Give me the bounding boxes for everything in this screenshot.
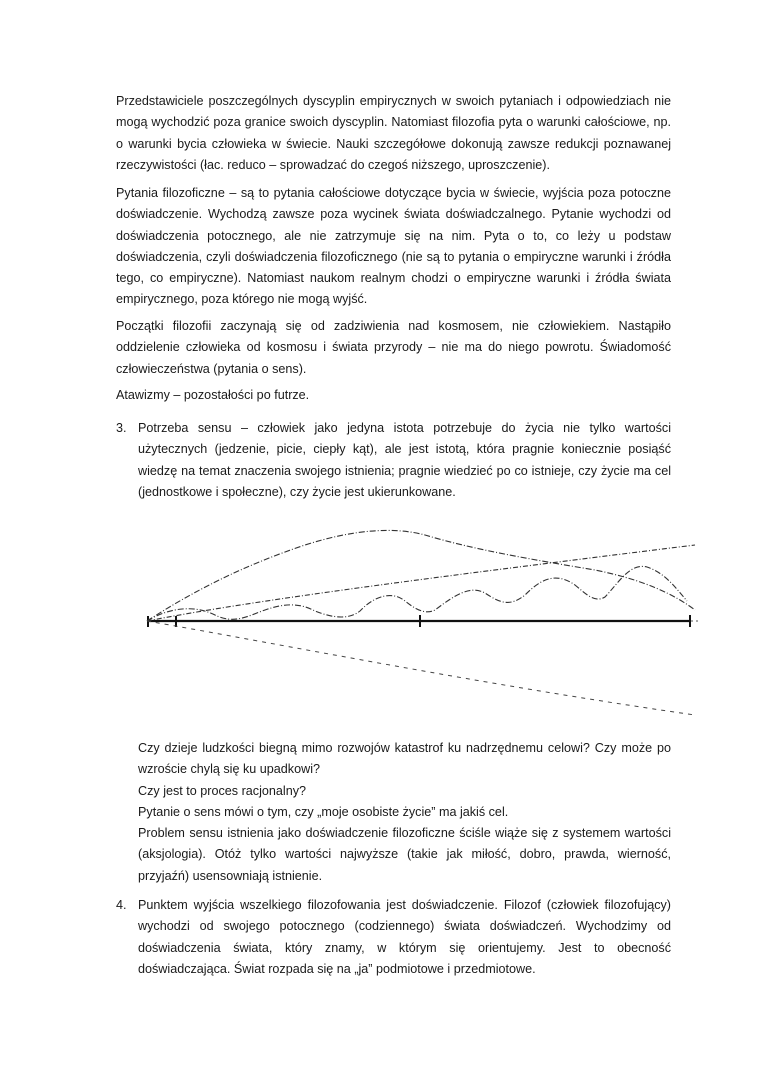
paragraph-meaning-and-values: Problem sensu istnienia jako doświadczenie filozoficzne ściśle wiąże się z systemem wartości (aksjologia). Otóż tylko wartości najwyższe (takie jak miłość, dobro, prawda, wierność, przyjaźń) usensowniają istnienie. — [138, 826, 671, 883]
paragraph-atavisms: Atawizmy – pozostałości po futrze. — [116, 388, 310, 402]
decline-line — [147, 621, 695, 715]
list-item-text: Punktem wyjścia wszelkiego filozofowania jest doświadczenie. Filozof (człowiek filozofujący) wychodzi od swojego potocznego (codziennego) świata doświadczeń. Wychodzimy od doświadczenia świata, który znamy, w którym się orientujemy. Jest to obecność doświadczająca. Świat rozpada się na „ja” podmiotowe i przedmiotowe. — [138, 898, 671, 976]
list-item-3 — [116, 418, 671, 503]
paragraph-empirical-disciplines: Przedstawiciele poszczególnych dyscyplin empirycznych w swoich pytaniach i odpowiedziach nie mogą wychodzić poza granice swoich dyscyplin. Natomiast filozofia pyta o warunki całościowe, np. o warunki bycia człowieka w świecie. Nauki szczegółowe dokonują zawsze redukcji poznawanej rzeczywistości (łac. reduco – sprowadzać do czegoś niższego, uproszczenie). — [116, 94, 671, 172]
wavy-progress-curve — [147, 566, 687, 621]
rise-and-fall-curve — [147, 530, 695, 621]
questions-block — [138, 738, 671, 887]
question-rational-process: Czy jest to proces racjonalny? — [138, 783, 306, 798]
linear-progress-line — [147, 545, 695, 621]
list-number: 4. — [116, 898, 127, 912]
paragraph-origins-of-philosophy: Początki filozofii zaczynają się od zadziwienia nad kosmosem, nie człowiekiem. Nastąpiło oddzielenie człowieka od kosmosu i świata przyrody – nie ma do niego powrotu. Świadomość człowieczeństwa (pytania o sens). — [116, 319, 671, 376]
list-item-text: Potrzeba sensu – człowiek jako jedyna istota potrzebuje do życia nie tylko wartości użytecznych (jedzenie, picie, ciepły kąt), ale jest istotą, która pragnie koniecznie posiąść wiedzę na temat znaczenia swojego istnienia; pragnie wiedzieć po co istnieje, czy życie ma cel (jednostkowe i społeczne), czy życie jest ukierunkowane. — [138, 421, 671, 499]
question-history-goal: Czy dzieje ludzkości biegną mimo rozwojów katastrof ku nadrzędnemu celowi? Czy może po wzroście chylą się ku upadkowi? — [138, 741, 671, 777]
history-trajectories-diagram — [135, 515, 710, 725]
question-personal-meaning: Pytanie o sens mówi o tym, czy „moje osobiste życie” ma jakiś cel. — [138, 804, 509, 819]
list-item-4 — [116, 895, 671, 980]
paragraph-philosophical-questions: Pytania filozoficzne – są to pytania całościowe dotyczące bycia w świecie, wyjścia poza potoczne doświadczenie. Wychodzą zawsze poza wycinek świata doświadczalnego. Pytanie wychodzi od doświadczenia potocznego, ale nie zatrzymuje się na nim. Pyta o to, co leży u podstaw doświadczenia, czyli doświadczenia filozoficznego (nie są to pytania o empiryczne warunki i źródła tego, co empiryczne). Natomiast naukom realnym chodzi o empiryczne warunki i źródła świata empirycznego, poza którego nie mogą wyjść. — [116, 186, 671, 307]
list-number: 3. — [116, 421, 127, 435]
